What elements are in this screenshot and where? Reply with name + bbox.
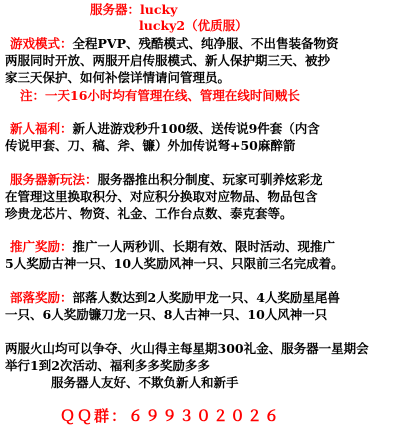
tribe-reward-line-1 bbox=[10, 290, 340, 306]
server-label: 服务器： bbox=[90, 2, 141, 17]
volcano-event-text-2: 举行1到2次活动、福利多多奖励多多 bbox=[5, 358, 210, 373]
promotion-reward-text-1: 推广一人两秒训、长期有效、限时活动、现推广 bbox=[72, 239, 336, 254]
friendly-server-text: 服务器人友好、不欺负新人和新手 bbox=[51, 375, 239, 390]
newbie-welfare-text-1: 新人进游戏秒升100级、送传说9件套（内含 bbox=[72, 121, 320, 136]
promotion-reward-line-1 bbox=[10, 239, 335, 255]
game-mode-text-2: 两服同时开放、两服开启传服模式、新人保护期三天、被抄 bbox=[5, 53, 331, 68]
new-gameplay-text-1: 服务器推出积分制度、玩家可驯养炫彩龙 bbox=[97, 172, 323, 187]
volcano-event-text-1: 两服火山均可以争夺、火山得主每星期300礼金、服务器一星期会 bbox=[5, 341, 369, 356]
tribe-reward-label: 部落奖励： bbox=[10, 290, 73, 305]
qq-group-number: ＱＱ群：６９９３０２０２６ bbox=[60, 407, 282, 425]
game-mode-label: 游戏模式： bbox=[10, 36, 73, 51]
server-name: lucky bbox=[140, 2, 178, 17]
server-title-line bbox=[90, 2, 177, 18]
admin-online-note: 注：一天16小时均有管理在线、管理在线时间贼长 bbox=[20, 88, 300, 103]
promotion-reward-text-2: 5人奖励古神一只、10人奖励风神一只、只限前三名完成着。 bbox=[5, 256, 344, 271]
server2-name: lucky2（优质服） bbox=[139, 18, 248, 33]
promotion-reward-label: 推广奖励： bbox=[10, 239, 73, 254]
new-gameplay-text-3: 珍贵龙芯片、物资、礼金、工作台点数、泰克套等。 bbox=[5, 206, 293, 221]
newbie-welfare-label: 新人福利： bbox=[10, 121, 73, 136]
game-mode-line-1 bbox=[10, 36, 339, 52]
new-gameplay-line-1 bbox=[10, 172, 323, 188]
tribe-reward-text-1: 部落人数达到2人奖励甲龙一只、4人奖励星尾兽 bbox=[72, 290, 340, 305]
game-mode-text-1: 全程PVP、残酷模式、纯净服、不出售装备物资 bbox=[72, 36, 339, 51]
new-gameplay-text-2: 在管理这里换取积分、对应积分换取对应物品、物品包含 bbox=[5, 189, 318, 204]
new-gameplay-label: 服务器新玩法： bbox=[10, 172, 98, 187]
newbie-welfare-text-2: 传说甲套、刀、稿、斧、镰）外加传说弩+50麻醉箭 bbox=[5, 138, 296, 153]
tribe-reward-text-2: 一只、6人奖励镰刀龙一只、8人古神一只、10人风神一只 bbox=[5, 307, 328, 322]
newbie-welfare-line-1 bbox=[10, 121, 320, 137]
game-mode-text-3: 家三天保护、如何补偿详情请问管理员。 bbox=[5, 70, 231, 85]
